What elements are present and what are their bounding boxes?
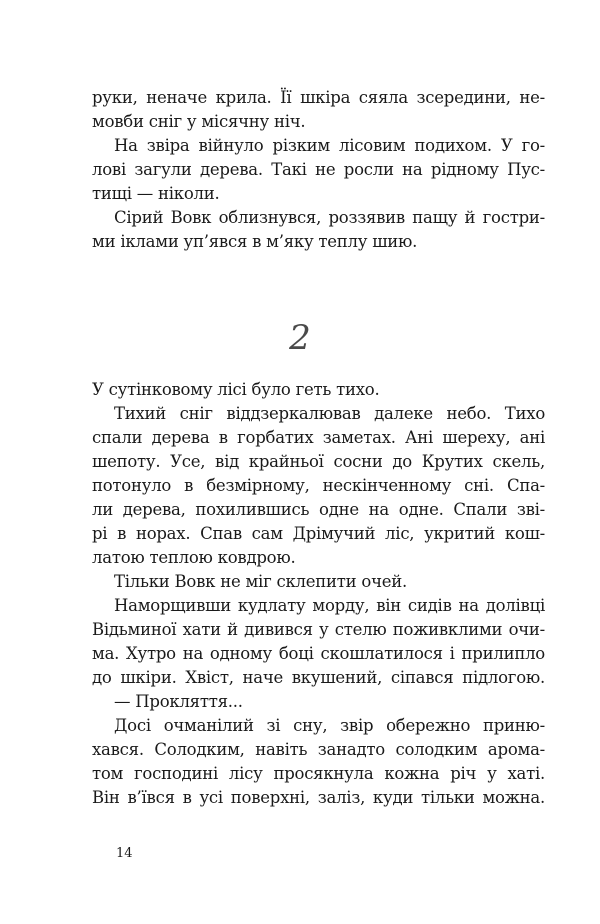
text-line: ми іклами уп’явся в м’яку теплу шию. [92,232,418,251]
text-line: На звіра війнуло різким лісовим подихом. У го- [114,136,545,155]
text-line: том господині лісу просякнула кожна річ у хаті. [92,764,545,783]
text-line: до шкіри. Хвіст, наче вкушений, сіпався підлогою. [92,668,545,687]
text-line: латою теплою ковдрою. [92,548,296,567]
text-line: спали дерева в горбатих заметах. Ані шереху, ані [92,428,545,447]
text-line: тищі — ніколи. [92,184,220,203]
text-line: рі в норах. Спав сам Дрімучий ліс, укритий кош- [92,524,545,543]
text-line: ли дерева, похилившись одне на одне. Спали зві- [92,500,545,519]
text-line: лові загули дерева. Такі не росли на рідному Пус- [92,160,545,179]
page-number: 14 [116,846,133,861]
text-line: ма. Хутро на одному боці скошлатилося і прилипло [92,644,545,663]
chapter-number: 2 [289,318,311,358]
text-line: Сірий Вовк облизнувся, роззявив пащу й гостри- [114,208,545,227]
text-line: Відьминої хати й дивився у стелю поживклими очи- [92,620,545,639]
text-line: Наморщивши кудлату морду, він сидів на долівці [114,596,545,615]
text-line: руки, неначе крила. Її шкіра сяяла зсередини, не- [92,88,545,107]
text-line: хався. Солодким, навіть занадто солодким арома- [92,740,545,759]
text-line: — Прокляття... [114,692,243,711]
text-line: Досі очманілий зі сну, звір обережно приню- [114,716,545,735]
text-line: У сутінковому лісі було геть тихо. [92,380,380,399]
text-line: шепоту. Усе, від крайньої сосни до Крутих скель, [92,452,545,471]
text-line: Він в’ївся в усі поверхні, заліз, куди тільки можна. [92,788,545,807]
text-line: Тільки Вовк не міг склепити очей. [114,572,407,591]
text-line: мовби сніг у місячну ніч. [92,112,306,131]
text-line: Тихий сніг віддзеркалював далеке небо. Тихо [114,404,545,423]
text-line: потонуло в безмірному, нескінченному сні. Спа- [92,476,545,495]
